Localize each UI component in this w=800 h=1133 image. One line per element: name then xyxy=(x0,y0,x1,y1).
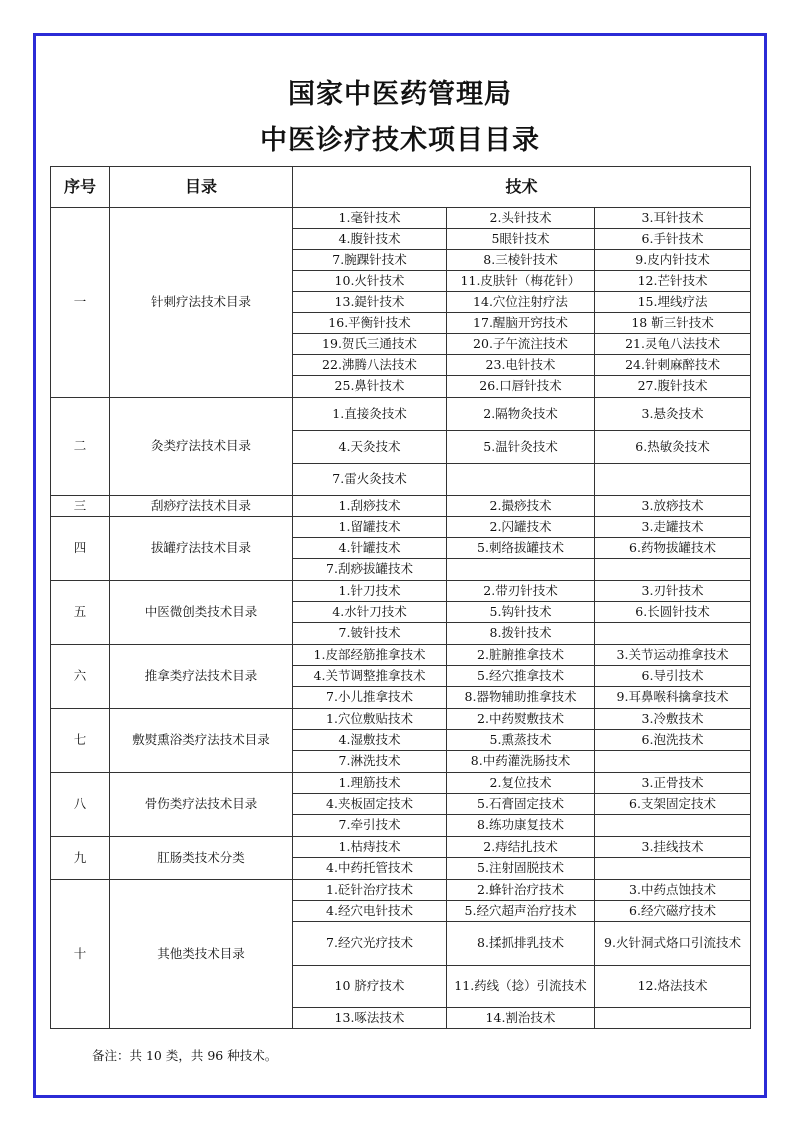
technique-cell: 7.淋洗技术 xyxy=(293,751,447,773)
section-number: 六 xyxy=(51,645,110,709)
technique-cell: 27.腹针技术 xyxy=(595,376,751,398)
technique-cell: 3.耳针技术 xyxy=(595,208,751,229)
catalog-table xyxy=(50,166,751,1029)
technique-cell: 5.刺络拔罐技术 xyxy=(447,538,595,559)
section-name: 针刺疗法技术目录 xyxy=(110,208,293,398)
technique-cell: 7.腕踝针技术 xyxy=(293,250,447,271)
technique-cell: 1.枯痔技术 xyxy=(293,837,447,858)
technique-cell: 4.经穴电针技术 xyxy=(293,901,447,922)
technique-cell: 4.中药托管技术 xyxy=(293,858,447,880)
footnote: 备注：共 10 类，共 96 种技术。 xyxy=(92,1048,278,1063)
section-name: 肛肠类技术分类 xyxy=(110,837,293,880)
technique-cell: 6.泡洗技术 xyxy=(595,730,751,751)
technique-cell: 2.脏腑推拿技术 xyxy=(447,645,595,666)
technique-cell xyxy=(447,559,595,581)
header-no: 序号 xyxy=(51,167,110,208)
technique-cell: 8.三棱针技术 xyxy=(447,250,595,271)
header-tech: 技术 xyxy=(293,167,751,208)
technique-cell: 2.隔物灸技术 xyxy=(447,398,595,431)
technique-cell: 11.药线（捻）引流技术 xyxy=(447,966,595,1008)
section-number: 三 xyxy=(51,496,110,517)
technique-cell: 7.经穴光疗技术 xyxy=(293,922,447,966)
technique-cell: 7.雷火灸技术 xyxy=(293,464,447,496)
technique-cell: 23.电针技术 xyxy=(447,355,595,376)
technique-cell: 1.直接灸技术 xyxy=(293,398,447,431)
technique-cell: 11.皮肤针（梅花针） xyxy=(447,271,595,292)
technique-cell: 12.芒针技术 xyxy=(595,271,751,292)
technique-cell: 2.带刃针技术 xyxy=(447,581,595,602)
technique-cell: 2.头针技术 xyxy=(447,208,595,229)
technique-cell: 5.熏蒸技术 xyxy=(447,730,595,751)
technique-cell: 3.关节运动推拿技术 xyxy=(595,645,751,666)
technique-cell: 12.烙法技术 xyxy=(595,966,751,1008)
section-number: 五 xyxy=(51,581,110,645)
technique-cell: 3.悬灸技术 xyxy=(595,398,751,431)
table-row xyxy=(51,398,751,431)
technique-cell: 6.支架固定技术 xyxy=(595,794,751,815)
section-name: 刮痧疗法技术目录 xyxy=(110,496,293,517)
technique-cell: 1.刮痧技术 xyxy=(293,496,447,517)
technique-cell: 2.中药熨敷技术 xyxy=(447,709,595,730)
technique-cell: 1.砭针治疗技术 xyxy=(293,880,447,901)
technique-cell: 3.中药点蚀技术 xyxy=(595,880,751,901)
org-title: 国家中医药管理局 xyxy=(288,79,512,110)
technique-cell: 8.拨针技术 xyxy=(447,623,595,645)
technique-cell: 4.夹板固定技术 xyxy=(293,794,447,815)
section-number: 八 xyxy=(51,773,110,837)
table-row xyxy=(51,880,751,901)
technique-cell: 7.小儿推拿技术 xyxy=(293,687,447,709)
technique-cell: 1.毫针技术 xyxy=(293,208,447,229)
section-name: 敷熨熏浴类疗法技术目录 xyxy=(110,709,293,773)
catalog-body xyxy=(51,208,751,1029)
technique-cell: 5.经穴超声治疗技术 xyxy=(447,901,595,922)
technique-cell: 7.牵引技术 xyxy=(293,815,447,837)
technique-cell: 8.中药灌洗肠技术 xyxy=(447,751,595,773)
technique-cell xyxy=(595,559,751,581)
technique-cell: 3.挂线技术 xyxy=(595,837,751,858)
table-row xyxy=(51,837,751,858)
technique-cell: 10 脐疗技术 xyxy=(293,966,447,1008)
technique-cell: 9.耳鼻喉科擒拿技术 xyxy=(595,687,751,709)
table-row xyxy=(51,517,751,538)
table-row xyxy=(51,581,751,602)
technique-cell: 7.刮痧拔罐技术 xyxy=(293,559,447,581)
section-name: 灸类疗法技术目录 xyxy=(110,398,293,496)
technique-cell: 24.针刺麻醉技术 xyxy=(595,355,751,376)
header-row xyxy=(51,167,751,208)
technique-cell xyxy=(595,751,751,773)
section-name: 推拿类疗法技术目录 xyxy=(110,645,293,709)
technique-cell: 6.导引技术 xyxy=(595,666,751,687)
technique-cell: 1.皮部经筋推拿技术 xyxy=(293,645,447,666)
technique-cell: 5眼针技术 xyxy=(447,229,595,250)
technique-cell: 9.火针洞式烙口引流技术 xyxy=(595,922,751,966)
technique-cell: 8.器物辅助推拿技术 xyxy=(447,687,595,709)
technique-cell: 17.醒脑开窍技术 xyxy=(447,313,595,334)
technique-cell: 20.子午流注技术 xyxy=(447,334,595,355)
technique-cell: 2.撮痧技术 xyxy=(447,496,595,517)
technique-cell: 6.手针技术 xyxy=(595,229,751,250)
technique-cell: 4.腹针技术 xyxy=(293,229,447,250)
table-row xyxy=(51,645,751,666)
technique-cell: 6.经穴磁疗技术 xyxy=(595,901,751,922)
section-number: 七 xyxy=(51,709,110,773)
technique-cell: 18 靳三针技术 xyxy=(595,313,751,334)
technique-cell: 2.蜂针治疗技术 xyxy=(447,880,595,901)
technique-cell: 5.温针灸技术 xyxy=(447,431,595,464)
section-number: 九 xyxy=(51,837,110,880)
header-dir: 目录 xyxy=(110,167,293,208)
technique-cell: 5.钩针技术 xyxy=(447,602,595,623)
section-number: 四 xyxy=(51,517,110,581)
section-name: 中医微创类技术目录 xyxy=(110,581,293,645)
technique-cell: 6.热敏灸技术 xyxy=(595,431,751,464)
technique-cell: 3.冷敷技术 xyxy=(595,709,751,730)
technique-cell: 2.闪罐技术 xyxy=(447,517,595,538)
technique-cell: 26.口唇针技术 xyxy=(447,376,595,398)
technique-cell: 15.埋线疗法 xyxy=(595,292,751,313)
technique-cell: 16.平衡针技术 xyxy=(293,313,447,334)
table-row xyxy=(51,709,751,730)
technique-cell: 21.灵龟八法技术 xyxy=(595,334,751,355)
technique-cell xyxy=(595,815,751,837)
technique-cell xyxy=(595,464,751,496)
technique-cell: 5.注射固脱技术 xyxy=(447,858,595,880)
technique-cell: 4.天灸技术 xyxy=(293,431,447,464)
technique-cell: 2.复位技术 xyxy=(447,773,595,794)
technique-cell xyxy=(595,1008,751,1029)
technique-cell: 1.针刀技术 xyxy=(293,581,447,602)
technique-cell: 6.药物拔罐技术 xyxy=(595,538,751,559)
technique-cell: 13.鍉针技术 xyxy=(293,292,447,313)
technique-cell: 4.关节调整推拿技术 xyxy=(293,666,447,687)
technique-cell: 1.留罐技术 xyxy=(293,517,447,538)
section-number: 一 xyxy=(51,208,110,398)
table-row xyxy=(51,208,751,229)
technique-cell xyxy=(447,464,595,496)
technique-cell: 1.穴位敷贴技术 xyxy=(293,709,447,730)
document-title: 中医诊疗技术项目目录 xyxy=(260,125,540,156)
technique-cell xyxy=(595,623,751,645)
technique-cell: 7.铍针技术 xyxy=(293,623,447,645)
technique-cell: 14.穴位注射疗法 xyxy=(447,292,595,313)
technique-cell: 9.皮内针技术 xyxy=(595,250,751,271)
technique-cell: 3.正骨技术 xyxy=(595,773,751,794)
section-number: 十 xyxy=(51,880,110,1029)
technique-cell: 5.石膏固定技术 xyxy=(447,794,595,815)
technique-cell: 14.割治技术 xyxy=(447,1008,595,1029)
technique-cell xyxy=(595,858,751,880)
technique-cell: 8.揉抓排乳技术 xyxy=(447,922,595,966)
technique-cell: 8.练功康复技术 xyxy=(447,815,595,837)
technique-cell: 3.放痧技术 xyxy=(595,496,751,517)
section-name: 其他类技术目录 xyxy=(110,880,293,1029)
section-number: 二 xyxy=(51,398,110,496)
table-row xyxy=(51,496,751,517)
technique-cell: 2.痔结扎技术 xyxy=(447,837,595,858)
technique-cell: 1.理筋技术 xyxy=(293,773,447,794)
technique-cell: 10.火针技术 xyxy=(293,271,447,292)
technique-cell: 3.走罐技术 xyxy=(595,517,751,538)
section-name: 骨伤类疗法技术目录 xyxy=(110,773,293,837)
section-name: 拔罐疗法技术目录 xyxy=(110,517,293,581)
technique-cell: 4.湿敷技术 xyxy=(293,730,447,751)
technique-cell: 4.水针刀技术 xyxy=(293,602,447,623)
table-row xyxy=(51,773,751,794)
technique-cell: 5.经穴推拿技术 xyxy=(447,666,595,687)
technique-cell: 25.鼻针技术 xyxy=(293,376,447,398)
technique-cell: 19.贺氏三通技术 xyxy=(293,334,447,355)
technique-cell: 22.沸腾八法技术 xyxy=(293,355,447,376)
technique-cell: 3.刃针技术 xyxy=(595,581,751,602)
technique-cell: 6.长圆针技术 xyxy=(595,602,751,623)
technique-cell: 13.啄法技术 xyxy=(293,1008,447,1029)
technique-cell: 4.针罐技术 xyxy=(293,538,447,559)
